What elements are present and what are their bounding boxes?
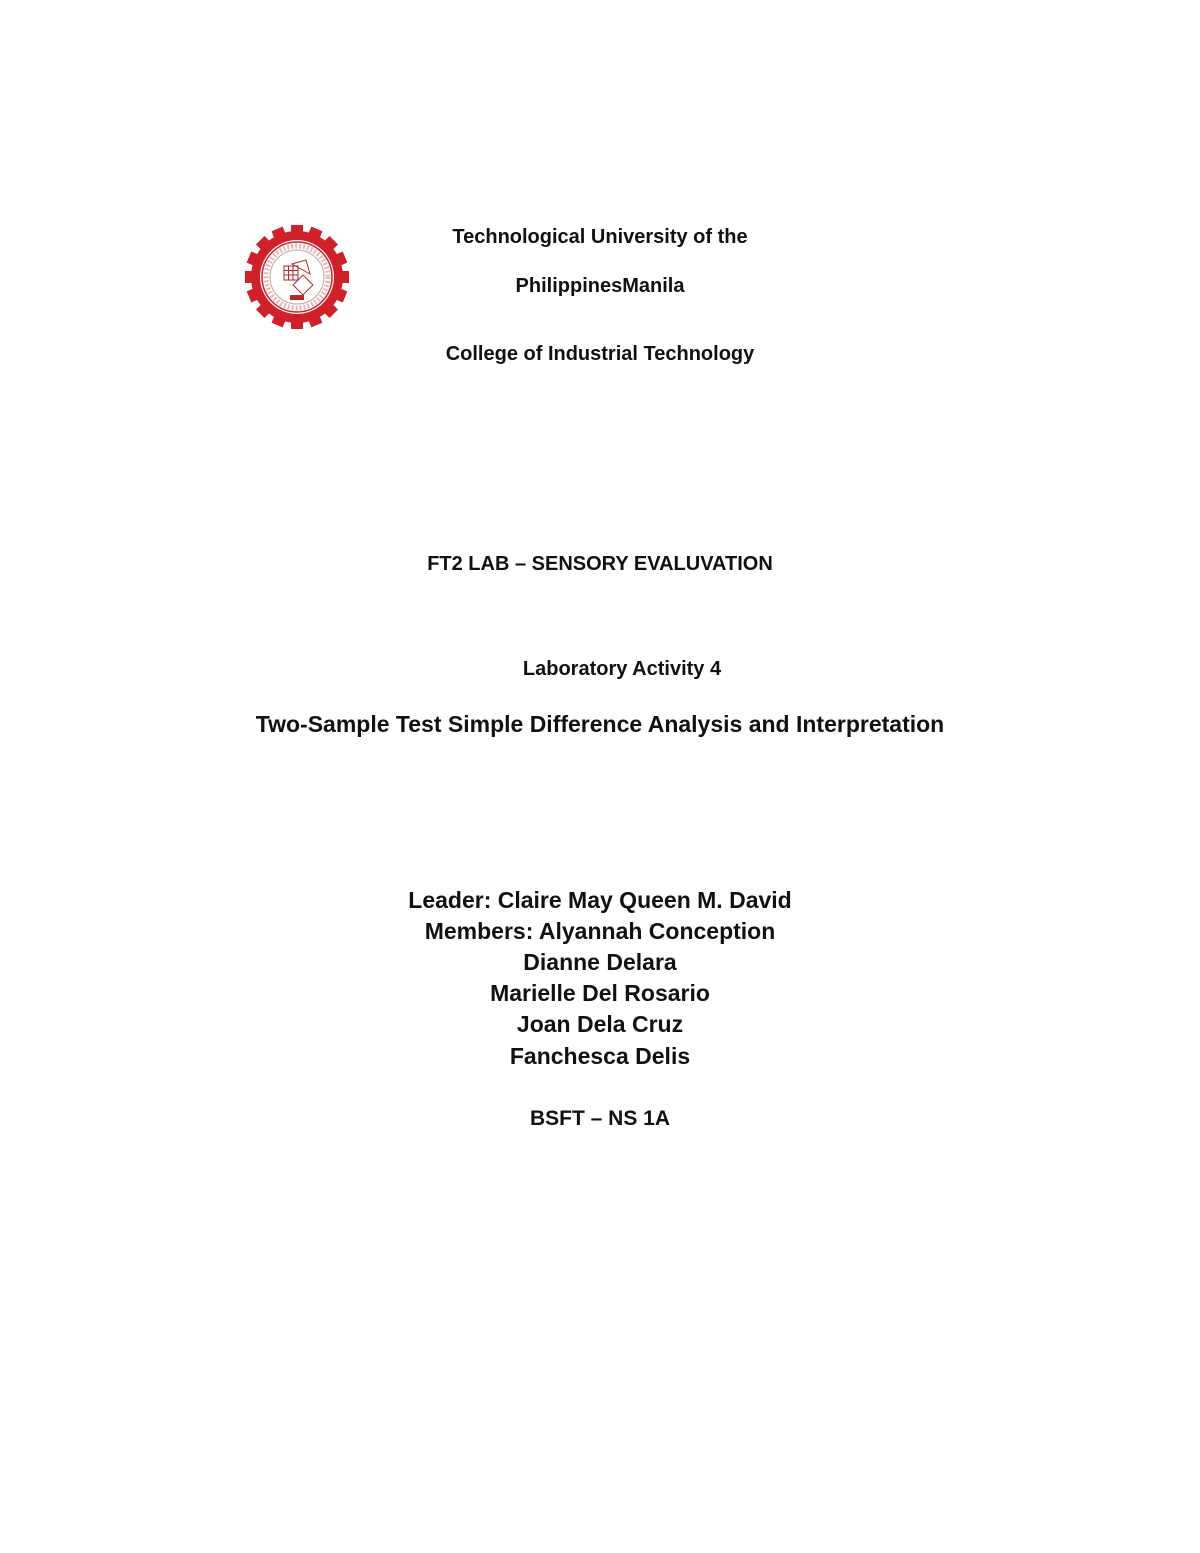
college-name: College of Industrial Technology	[445, 343, 755, 365]
course-title: FT2 LAB – SENSORY EVALUVATION	[427, 553, 773, 575]
class-section: BSFT – NS 1A	[529, 1107, 671, 1130]
activity-subject: Two-Sample Test Simple Difference Analysis and Interpretation	[255, 711, 945, 737]
activity-label: Laboratory Activity 4	[522, 658, 722, 680]
group-leader: Leader: Claire May Queen M. David	[408, 887, 792, 913]
gear-tooth	[291, 317, 303, 329]
university-name-line2: PhilippinesManila	[515, 275, 685, 297]
group-member: Dianne Delara	[523, 949, 677, 975]
group-member: Joan Dela Cruz	[516, 1011, 684, 1037]
group-members-heading: Members: Alyannah Conception	[424, 918, 776, 944]
group-member: Marielle Del Rosario	[490, 980, 710, 1006]
group-member: Fanchesca Delis	[509, 1043, 691, 1069]
university-name-line1: Technological University of the	[452, 226, 748, 248]
